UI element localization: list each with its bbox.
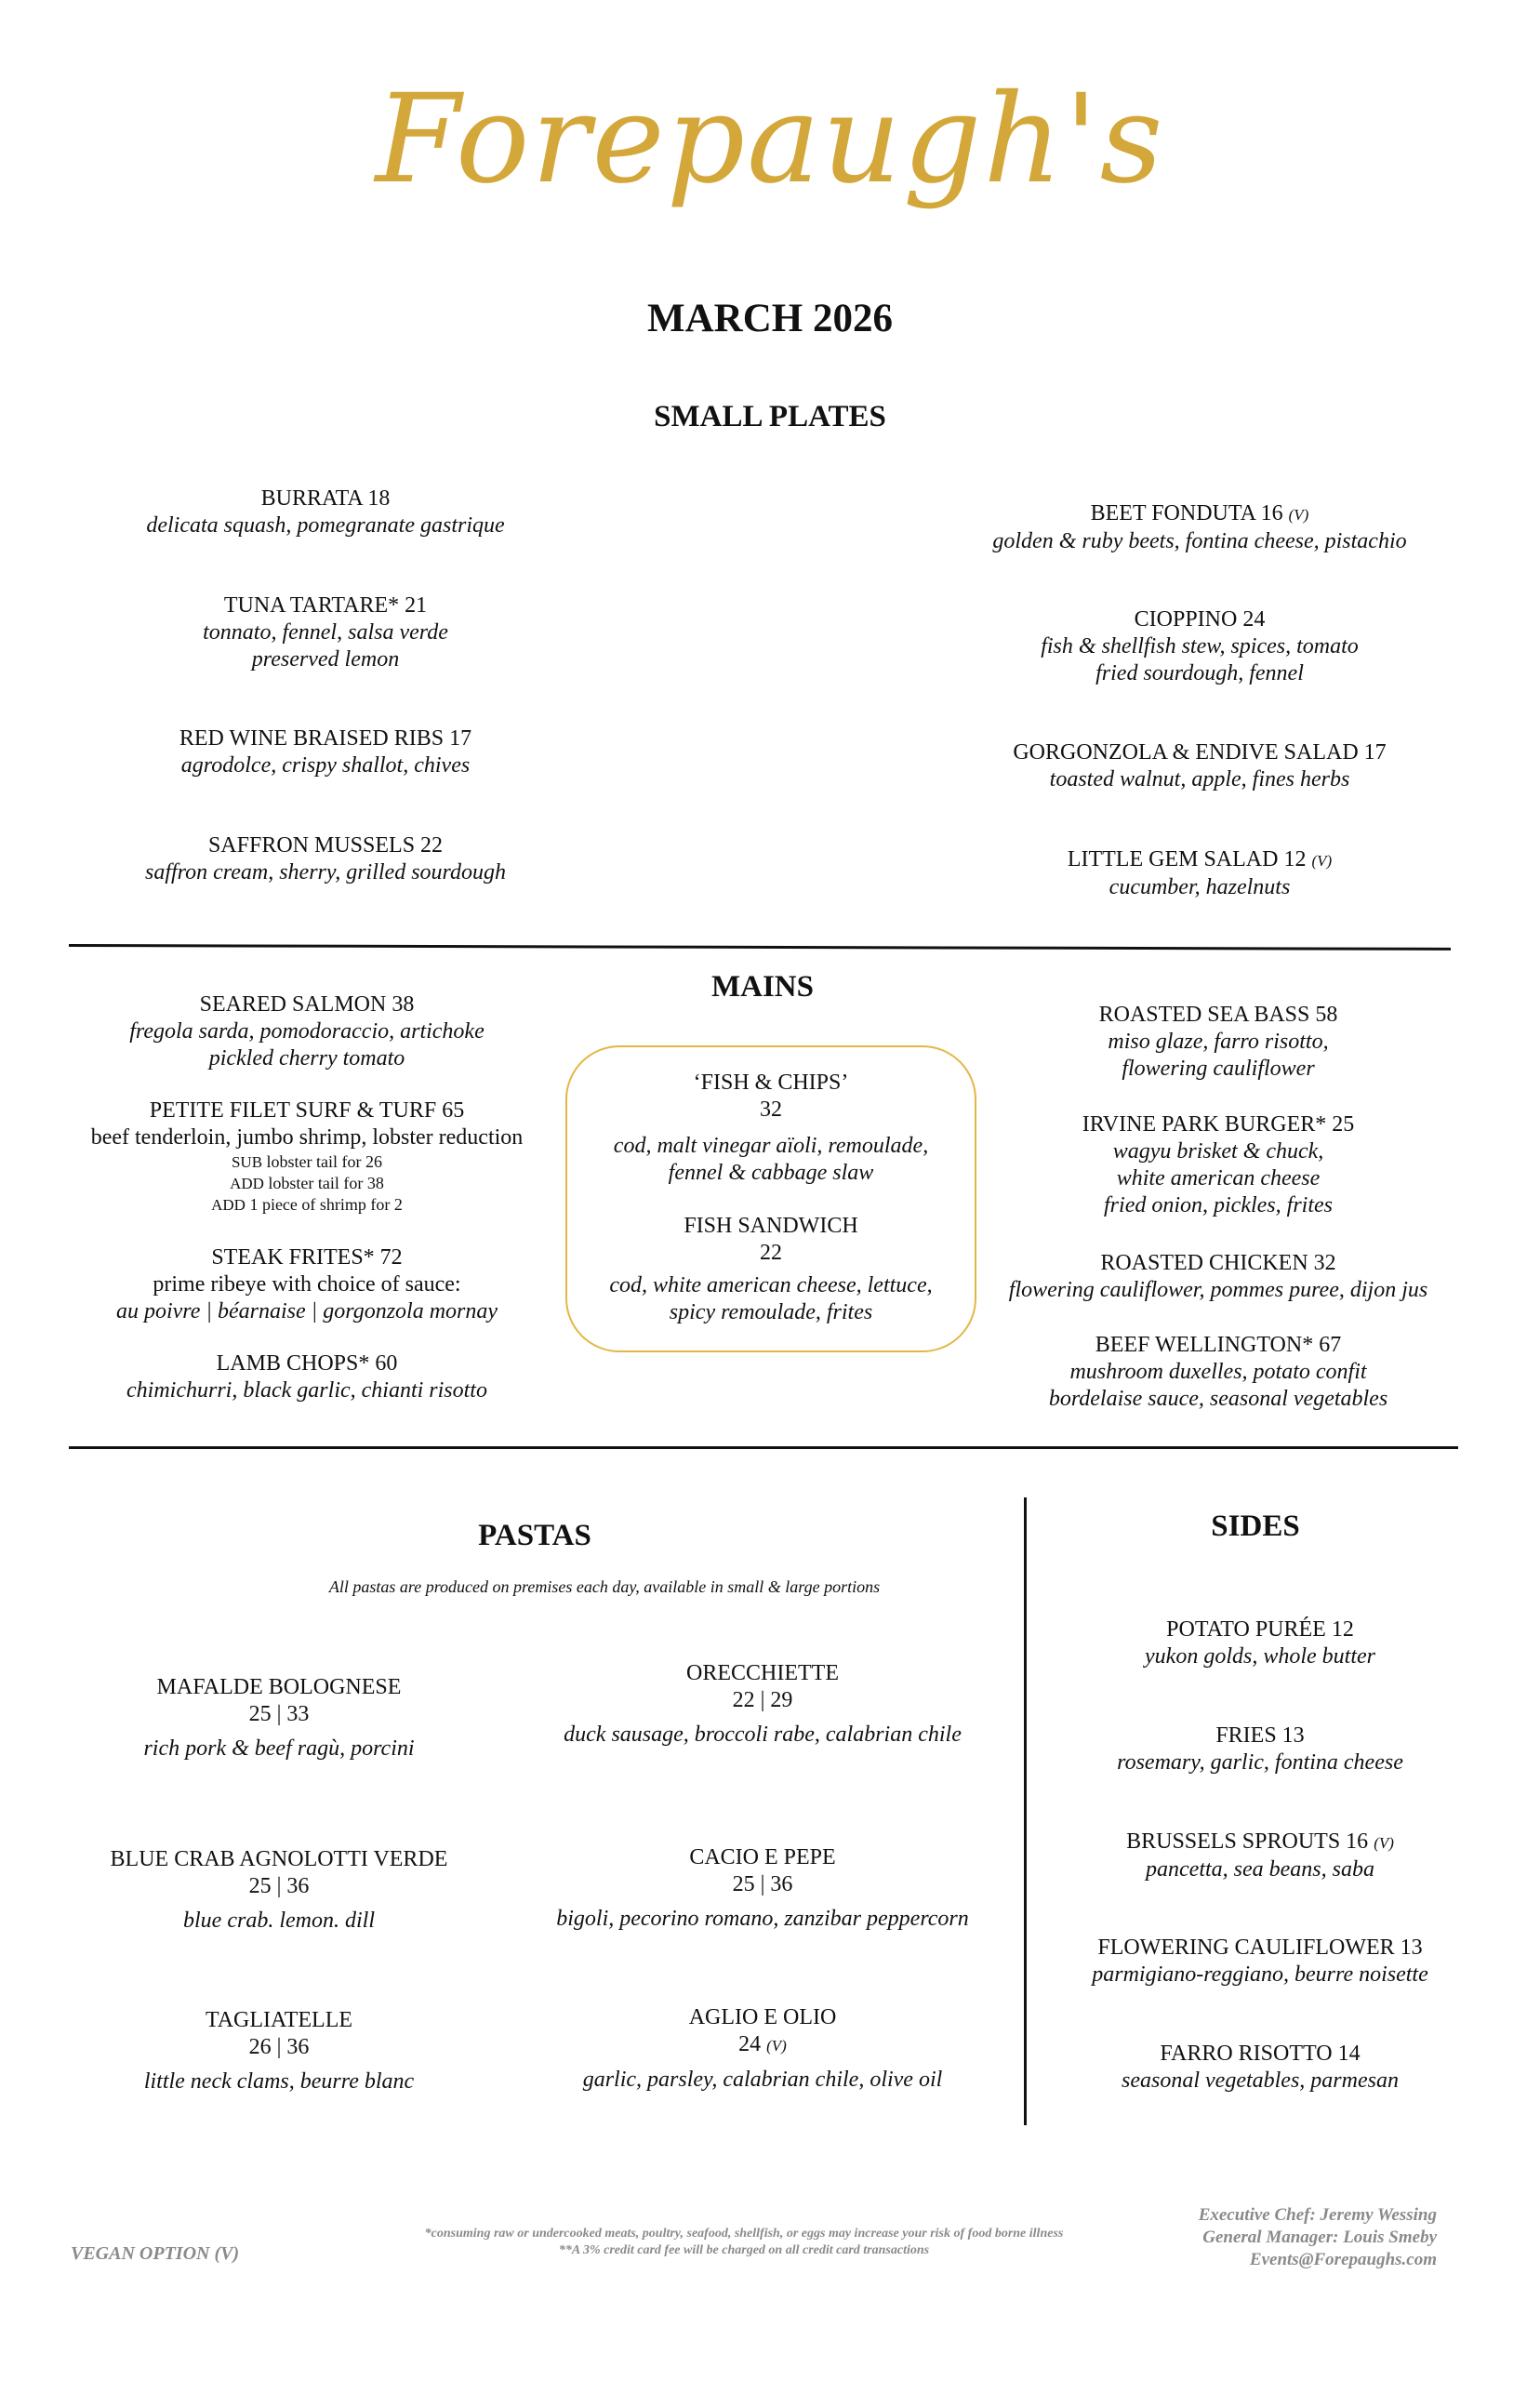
side-item [1051,1723,1469,1776]
item-desc: mushroom duxelles, potato confit [1069,1360,1367,1384]
item-desc: duck sausage, broccoli rabe, calabrian chile [564,1723,962,1747]
side-item [1051,1829,1469,1883]
item-name: FARRO RISOTTO 14 [1160,2042,1361,2066]
sides-title: SIDES [1211,1510,1300,1543]
small-plate-item [939,739,1460,793]
item-desc: flowering cauliflower, pommes puree, dijon jus [1008,1278,1428,1302]
item-desc: fish & shellfish stew, spices, tomato [1041,634,1359,658]
main-item [84,1350,530,1404]
item-desc: preserved lemon [251,647,400,672]
item-desc: blue crab. lemon. dill [183,1909,375,1933]
pastas-subtitle: All pastas are produced on premises each day, available in small & large portions [328,1577,881,1596]
item-desc: seasonal vegetables, parmesan [1122,2068,1399,2093]
item-desc: parmigiano-reggiano, beurre noisette [1092,1962,1428,1987]
item-price: 32 [760,1097,782,1122]
mains-title: MAINS [710,970,814,1004]
pasta-item [74,1674,484,1762]
small-plate-item [112,592,539,673]
item-desc: white american cheese [1116,1166,1321,1190]
item-price: 25 | 36 [248,1874,310,1898]
small-plate-item [939,846,1460,901]
item-name: CIOPPINO 24 [1134,607,1266,632]
item-desc: little neck clams, beurre blanc [143,2069,415,2094]
addon-line: ADD 1 piece of shrimp for 2 [211,1195,403,1214]
divider-line [69,944,1451,951]
item-name: BURRATA 18 [260,486,391,511]
item-desc: miso glaze, farro risotto, [1108,1030,1329,1054]
pasta-item [74,2007,484,2095]
small-plate-item [112,725,539,779]
item-desc: chimichurri, black garlic, chianti risotto [126,1378,487,1403]
item-line: prime ribeye with choice of sauce: [153,1272,461,1297]
side-item [1051,1935,1469,1989]
item-price: 26 | 36 [248,2035,310,2059]
main-item [976,1111,1460,1219]
item-name: BEET FONDUTA 16 (V) [1090,501,1309,525]
item-desc: cucumber, hazelnuts [1109,875,1291,899]
disclaimer [279,2226,1209,2259]
item-desc: spicy remoulade, frites [669,1300,873,1324]
small-plate-item [939,500,1460,555]
item-name: BRUSSELS SPROUTS 16 (V) [1126,1829,1394,1854]
pasta-item [521,2004,1004,2094]
vegan-legend: VEGAN OPTION (V) [71,2243,240,2264]
vegan-tag: (V) [1374,1834,1394,1852]
item-desc: rich pork & beef ragù, porcini [143,1736,415,1761]
item-desc: toasted walnut, apple, fines herbs [1049,767,1350,791]
item-desc: fried onion, pickles, frites [1104,1193,1333,1217]
item-desc: cod, white american cheese, lettuce, [609,1273,933,1297]
item-name: GORGONZOLA & ENDIVE SALAD 17 [1013,740,1387,765]
item-desc: yukon golds, whole butter [1145,1644,1375,1669]
item-desc: bordelaise sauce, seasonal vegetables [1048,1387,1388,1411]
item-price: 22 | 29 [732,1688,793,1712]
item-name: TUNA TARTARE* 21 [223,593,428,618]
pasta-item [74,1846,484,1935]
item-name: ‘FISH & CHIPS’ [693,1071,849,1095]
vegan-tag: (V) [1288,506,1309,524]
item-name: CACIO E PEPE [689,1845,836,1869]
small-plate-item [939,606,1460,687]
divider-line [69,1446,1458,1449]
item-name: PETITE FILET SURF & TURF 65 [149,1098,465,1123]
item-desc: fried sourdough, fennel [1095,661,1304,685]
item-price: 24 (V) [738,2032,787,2056]
pasta-item [521,1844,1004,1933]
item-desc: saffron cream, sherry, grilled sourdough [145,860,506,885]
item-desc: fennel & cabbage slaw [668,1161,874,1185]
small-plate-item [112,486,539,539]
item-desc: tonnato, fennel, salsa verde [203,620,448,645]
item-desc: golden & ruby beets, fontina cheese, pistachio [992,529,1407,553]
small-plates-title: SMALL PLATES [654,400,886,433]
item-name: MAFALDE BOLOGNESE [156,1675,402,1699]
item-name: ROASTED CHICKEN 32 [1100,1251,1336,1275]
pasta-item [521,1660,1004,1749]
addon-line: ADD lobster tail for 38 [230,1174,384,1192]
item-desc: rosemary, garlic, fontina cheese [1117,1750,1403,1775]
item-desc: bigoli, pecorino romano, zanzibar peppercorn [556,1907,969,1931]
menu-month: MARCH 2026 [647,297,893,340]
item-price: 25 | 36 [732,1872,793,1896]
small-plate-item [112,832,539,886]
item-name: AGLIO E OLIO [688,2005,837,2029]
item-name: SAFFRON MUSSELS 22 [207,833,444,858]
vegan-tag: (V) [766,2037,787,2055]
item-name: LAMB CHOPS* 60 [216,1351,398,1376]
featured-item [565,1070,976,1187]
item-desc: pancetta, sea beans, saba [1146,1857,1374,1882]
featured-item [565,1213,976,1326]
executive-chef: Executive Chef: Jeremy Wessing [1198,2205,1437,2225]
events-email: Events@Forepaughs.com [1249,2250,1437,2269]
item-name: BLUE CRAB AGNOLOTTI VERDE [110,1847,448,1871]
item-desc: au poivre | béarnaise | gorgonzola mornay [115,1299,498,1324]
item-name: SEARED SALMON 38 [199,992,415,1017]
item-name: RED WINE BRAISED RIBS 17 [179,726,472,751]
item-price: 25 | 33 [248,1702,310,1726]
disclaimer-line: *consuming raw or undercooked meats, poultry, seafood, shellfish, or eggs may increase your risk of food borne illness [424,2227,1064,2241]
item-desc: delicata squash, pomegranate gastrique [146,513,505,538]
item-desc: flowering cauliflower [1122,1057,1315,1081]
item-desc: fregola sarda, pomodoraccio, artichoke [129,1019,485,1044]
item-name: IRVINE PARK BURGER* 25 [1082,1112,1355,1137]
brand-logo [0,56,1540,223]
item-name: POTATO PURÉE 12 [1166,1617,1354,1642]
item-desc: cod, malt vinegar aïoli, remoulade, [613,1134,929,1158]
item-desc: garlic, parsley, calabrian chile, olive oil [582,2068,943,2092]
item-name: ROASTED SEA BASS 58 [1098,1003,1338,1027]
item-name: LITTLE GEM SALAD 12 (V) [1067,847,1333,871]
item-price: 22 [760,1241,782,1265]
main-item [65,1097,549,1216]
side-item [1051,1616,1469,1670]
vertical-divider [1024,1497,1027,2125]
addon-line: SUB lobster tail for 26 [231,1152,383,1171]
item-name: FISH SANDWICH [684,1214,858,1238]
item-name: FLOWERING CAULIFLOWER 13 [1097,1935,1423,1960]
main-item [976,1002,1460,1083]
brand-logo-text: Forepaugh's [375,68,1165,211]
main-item [967,1250,1469,1304]
main-item [976,1332,1460,1413]
item-name: ORECCHIETTE [686,1661,839,1685]
staff-info [1135,2204,1437,2271]
main-item [84,1244,530,1325]
disclaimer-line: **A 3% credit card fee will be charged on all credit card transactions [558,2243,930,2257]
item-desc: agrodolce, crispy shallot, chives [180,753,471,778]
vegan-tag: (V) [1311,852,1333,870]
general-manager: General Manager: Louis Smeby [1202,2228,1437,2247]
side-item [1051,2041,1469,2095]
item-name: FRIES 13 [1215,1723,1305,1748]
main-item [84,991,530,1072]
item-name: TAGLIATELLE [205,2008,353,2032]
item-name: STEAK FRITES* 72 [211,1245,403,1270]
item-desc: pickled cherry tomato [208,1046,405,1071]
item-name: BEEF WELLINGTON* 67 [1095,1333,1342,1357]
pastas-title: PASTAS [478,1519,591,1552]
item-desc: beef tenderloin, jumbo shrimp, lobster reduction [90,1125,524,1150]
item-desc: wagyu brisket & chuck, [1112,1139,1324,1164]
